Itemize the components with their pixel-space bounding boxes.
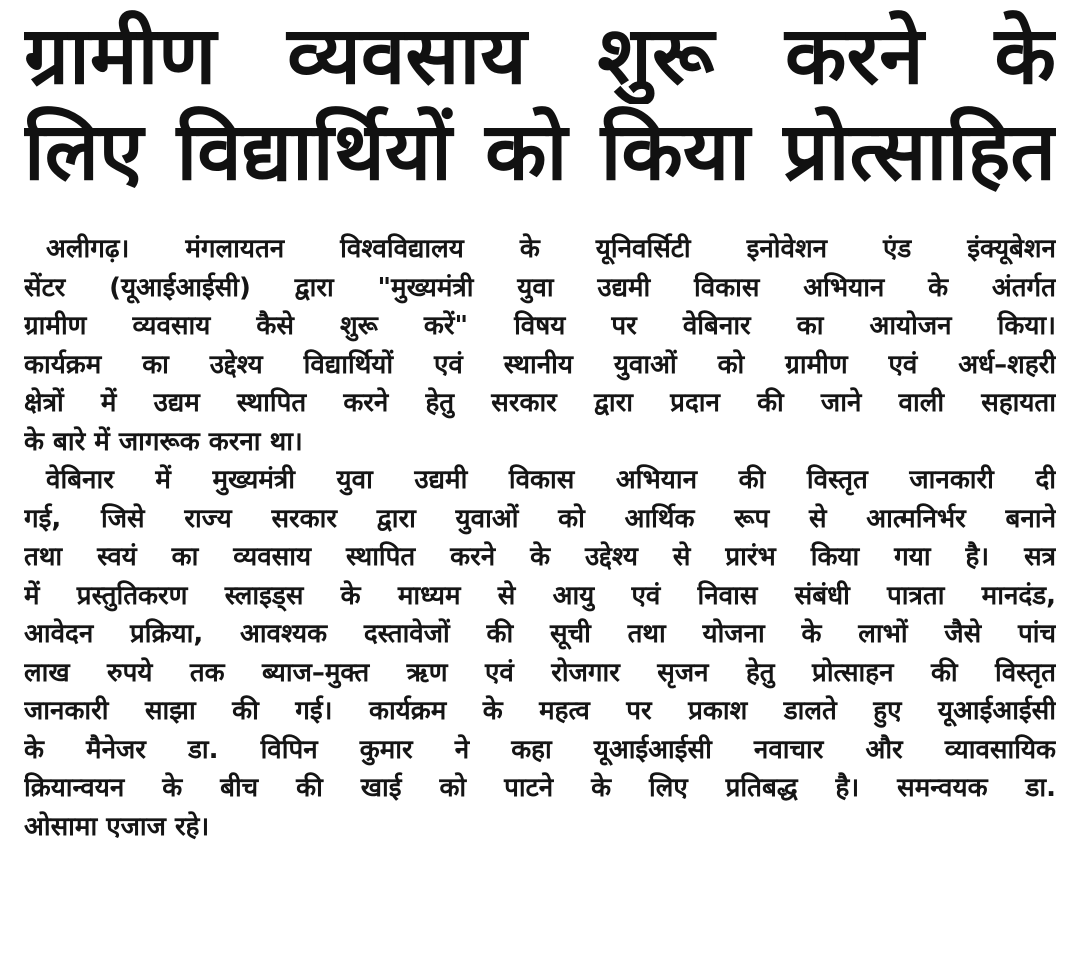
text-line: लाख रुपये तक ब्याज–मुक्त ऋण एवं रोजगार सृजन हेतु प्रोत्साहन की विस्तृत [24, 657, 1056, 688]
paragraph-2 [24, 461, 1056, 846]
news-article [24, 8, 1056, 846]
text-line: में प्रस्तुतिकरण स्लाइड्स के माध्यम से आयु एवं निवास संबंधी पात्रता मानदंड, [24, 580, 1056, 611]
text-line: क्रियान्वयन के बीच की खाई को पाटने के लिए प्रतिबद्ध है। समन्वयक डा. [24, 773, 1056, 803]
text-line: जानकारी साझा की गई। कार्यक्रम के महत्व पर प्रकाश डालते हुए यूआईआईसी [24, 696, 1056, 726]
text-line: ओसामा एजाज रहे। [24, 811, 210, 842]
paragraph-1 [24, 230, 1056, 461]
text-line: तथा स्वयं का व्यवसाय स्थापित करने के उद्देश्य से प्रारंभ किया गया है। सत्र [24, 542, 1056, 572]
text-line: के बारे में जागरूक करना था। [24, 426, 303, 457]
text-line: वेबिनार में मुख्यमंत्री युवा उद्यमी विकास अभियान की विस्तृत जानकारी दी [46, 465, 1056, 495]
headline-line-2: लिए विद्यार्थियों को किया प्रोत्साहित [24, 105, 1056, 198]
text-line: कार्यक्रम का उद्देश्य विद्यार्थियों एवं स्थानीय युवाओं को ग्रामीण एवं अर्ध–शहरी [24, 349, 1056, 380]
text-line: ग्रामीण व्यवसाय कैसे शुरू करें" विषय पर वेबिनार का आयोजन किया। [24, 311, 1056, 341]
article-body [24, 230, 1056, 846]
text-line: अलीगढ़। मंगलायतन विश्वविद्यालय के यूनिवर्सिटी इनोवेशन एंड इंक्यूबेशन [46, 234, 1056, 264]
headline [24, 8, 1056, 200]
text-line: के मैनेजर डा. विपिन कुमार ने कहा यूआईआईसी नवाचार और व्यावसायिक [24, 734, 1056, 765]
text-line: गई, जिसे राज्य सरकार द्वारा युवाओं को आर्थिक रूप से आत्मनिर्भर बनाने [24, 503, 1056, 534]
text-line: आवेदन प्रक्रिया, आवश्यक दस्तावेजों की सूची तथा योजना के लाभों जैसे पांच [24, 619, 1056, 649]
text-line: सेंटर (यूआईआईसी) द्वारा "मुख्यमंत्री युवा उद्यमी विकास अभियान के अंतर्गत [24, 272, 1056, 303]
text-line: क्षेत्रों में उद्यम स्थापित करने हेतु सरकार द्वारा प्रदान की जाने वाली सहायता [24, 388, 1056, 418]
headline-line-1: ग्रामीण व्यवसाय शुरू करने के [24, 9, 1056, 102]
